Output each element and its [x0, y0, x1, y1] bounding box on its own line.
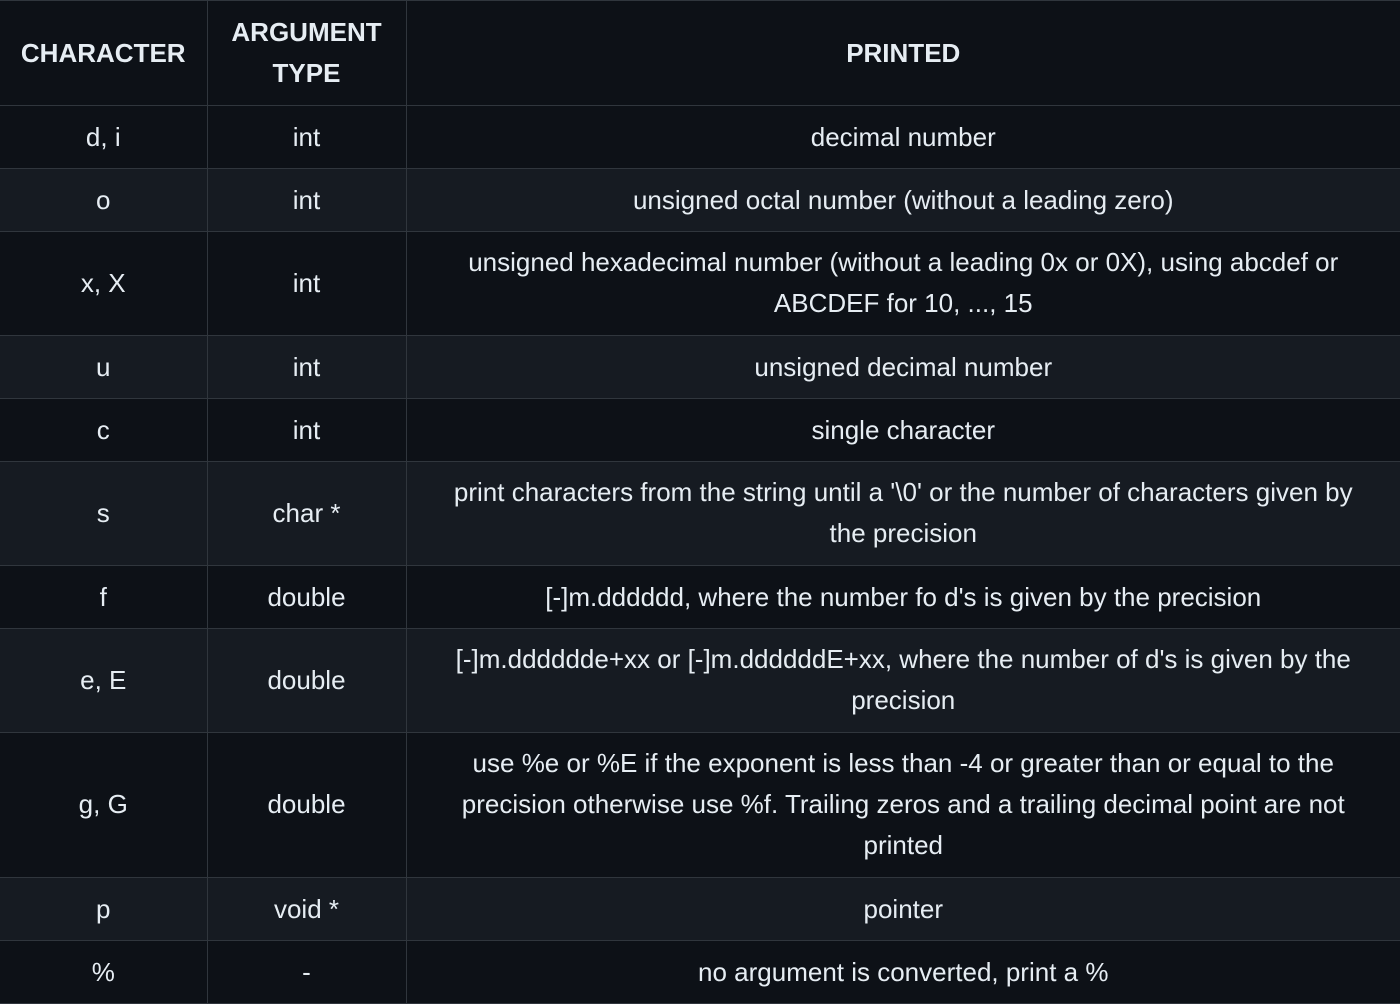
cell-printed: single character	[406, 399, 1400, 462]
table-header-row	[0, 1, 1400, 106]
cell-printed: unsigned hexadecimal number (without a leading 0x or 0X), using abcdef or ABCDEF for 10, ..., 15	[406, 232, 1400, 336]
cell-argument-type: int	[207, 106, 406, 169]
table-row	[0, 232, 1400, 336]
cell-character: d, i	[0, 106, 207, 169]
cell-character: g, G	[0, 733, 207, 878]
cell-character: p	[0, 878, 207, 941]
table-row	[0, 462, 1400, 566]
column-header-character: CHARACTER	[0, 1, 207, 106]
cell-argument-type: int	[207, 336, 406, 399]
cell-argument-type: double	[207, 629, 406, 733]
cell-character: s	[0, 462, 207, 566]
table-row	[0, 941, 1400, 1004]
cell-character: e, E	[0, 629, 207, 733]
cell-argument-type: void *	[207, 878, 406, 941]
table-row	[0, 566, 1400, 629]
cell-printed: no argument is converted, print a %	[406, 941, 1400, 1004]
table-row	[0, 878, 1400, 941]
column-header-printed: PRINTED	[406, 1, 1400, 106]
table-row	[0, 733, 1400, 878]
table-row	[0, 106, 1400, 169]
cell-printed: unsigned decimal number	[406, 336, 1400, 399]
table-row	[0, 399, 1400, 462]
cell-argument-type: char *	[207, 462, 406, 566]
cell-printed: [-]m.dddddd, where the number fo d's is given by the precision	[406, 566, 1400, 629]
cell-printed: use %e or %E if the exponent is less than -4 or greater than or equal to the precision otherwise use %f. Trailing zeros and a trailing decimal point are not printed	[406, 733, 1400, 878]
table-row	[0, 169, 1400, 232]
cell-character: o	[0, 169, 207, 232]
cell-argument-type: int	[207, 232, 406, 336]
table-row	[0, 629, 1400, 733]
table-row	[0, 336, 1400, 399]
cell-argument-type: int	[207, 169, 406, 232]
cell-argument-type: double	[207, 733, 406, 878]
cell-character: x, X	[0, 232, 207, 336]
cell-printed: print characters from the string until a '\0' or the number of characters given by the precision	[406, 462, 1400, 566]
cell-character: %	[0, 941, 207, 1004]
cell-argument-type: int	[207, 399, 406, 462]
cell-argument-type: -	[207, 941, 406, 1004]
cell-printed: decimal number	[406, 106, 1400, 169]
cell-character: u	[0, 336, 207, 399]
column-header-argument-type: ARGUMENT TYPE	[207, 1, 406, 106]
cell-printed: [-]m.dddddde+xx or [-]m.ddddddE+xx, where the number of d's is given by the precision	[406, 629, 1400, 733]
cell-character: c	[0, 399, 207, 462]
cell-printed: pointer	[406, 878, 1400, 941]
cell-printed: unsigned octal number (without a leading zero)	[406, 169, 1400, 232]
cell-character: f	[0, 566, 207, 629]
cell-argument-type: double	[207, 566, 406, 629]
